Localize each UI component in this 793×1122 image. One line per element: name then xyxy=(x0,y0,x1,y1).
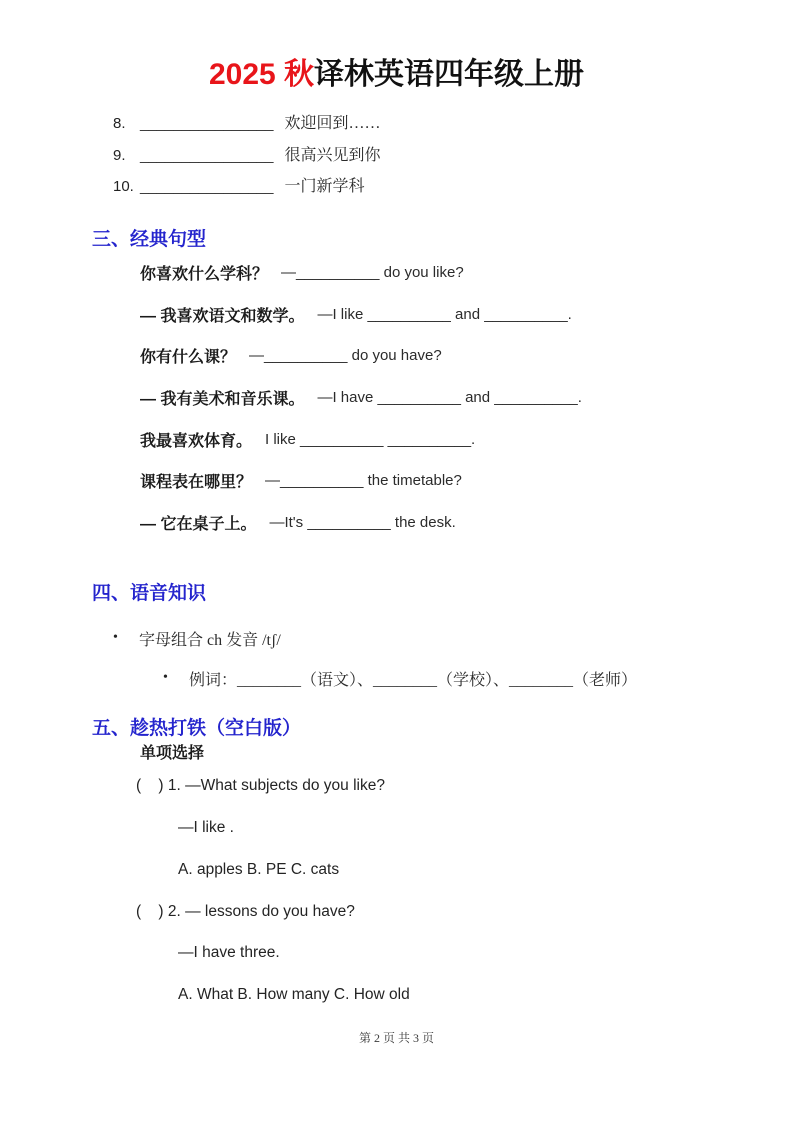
bullet-icon: • xyxy=(163,670,168,686)
question-stem: ( ) 1. —What subjects do you like? xyxy=(136,777,385,795)
sentence-en: —__________ the timetable? xyxy=(265,472,462,490)
sentence-cn: 我最喜欢体育。 xyxy=(140,432,253,450)
title-book-name: 译林英语四年级上册 xyxy=(314,58,585,91)
question-options: A. apples B. PE C. cats xyxy=(178,860,340,878)
sentence-cn: 你喜欢什么学科？ xyxy=(140,265,269,283)
vocab-blank: ________________ xyxy=(140,115,274,132)
sentence-cn: 课程表在哪里？ xyxy=(140,474,253,492)
vocab-number: 8. xyxy=(113,115,126,132)
bullet-icon: • xyxy=(113,630,118,646)
sentence-en: I like __________ __________. xyxy=(265,430,476,448)
sentence-en: —__________ do you like? xyxy=(281,263,464,281)
sentence-line xyxy=(140,335,793,377)
section-heading-practice: 五、趁热打铁（空白版） xyxy=(92,718,302,740)
question-stem: ( ) 2. — lessons do you have? xyxy=(136,902,355,920)
vocab-number: 9. xyxy=(113,146,126,164)
question-answer: —I like . xyxy=(178,819,234,836)
sentence-en: —__________ do you have? xyxy=(249,347,442,365)
sentence-line xyxy=(140,293,793,335)
sentence-pattern-list xyxy=(140,252,793,544)
vocab-item xyxy=(113,173,793,205)
practice-subheading: 单项选择 xyxy=(140,745,205,763)
section-heading-phonics: 四、语音知识 xyxy=(92,583,207,605)
practice-questions xyxy=(0,765,793,1016)
vocab-number: 10. xyxy=(113,178,134,195)
sentence-line xyxy=(140,460,793,502)
phonics-rule-item xyxy=(113,618,793,658)
sentence-en: —I have __________ and __________. xyxy=(317,388,582,406)
phonics-example-item xyxy=(163,658,793,698)
question-answer: —I have three. xyxy=(178,944,280,962)
page-title xyxy=(0,56,793,94)
phonics-rule: 字母组合 ch 发音 /tʃ/ xyxy=(139,631,281,649)
vocab-label: 欢迎回到…… xyxy=(284,115,381,132)
sentence-en: —I like __________ and __________. xyxy=(317,305,572,323)
page-footer: 第 2 页 共 3 页 xyxy=(358,1031,434,1045)
vocab-label: 一门新学科 xyxy=(284,178,365,195)
sentence-cn: — 我喜欢语文和数学。 xyxy=(140,307,305,325)
sentence-line xyxy=(140,377,793,419)
title-year: 2025 秋 xyxy=(208,58,315,91)
vocab-blank: ________________ xyxy=(140,146,274,164)
sentence-line xyxy=(140,252,793,294)
question-options: A. What B. How many C. How old xyxy=(178,986,410,1004)
sentence-line xyxy=(140,502,793,544)
vocab-blank: ________________ xyxy=(140,178,274,195)
section-heading-sentence-patterns: 三、经典句型 xyxy=(92,228,207,250)
vocab-list xyxy=(113,110,793,205)
sentence-cn: — 它在桌子上。 xyxy=(140,515,257,533)
phonics-examples: 例词：________（语文）、________（学校）、________（老师） xyxy=(189,671,638,689)
sentence-line xyxy=(140,418,793,460)
vocab-item xyxy=(113,110,793,142)
vocab-item xyxy=(113,142,793,174)
sentence-cn: 你有什么课？ xyxy=(140,349,237,367)
vocab-label: 很高兴见到你 xyxy=(284,146,381,164)
phonics-list xyxy=(0,618,793,698)
sentence-en: —It's __________ the desk. xyxy=(269,513,456,531)
sentence-cn: — 我有美术和音乐课。 xyxy=(140,390,305,408)
